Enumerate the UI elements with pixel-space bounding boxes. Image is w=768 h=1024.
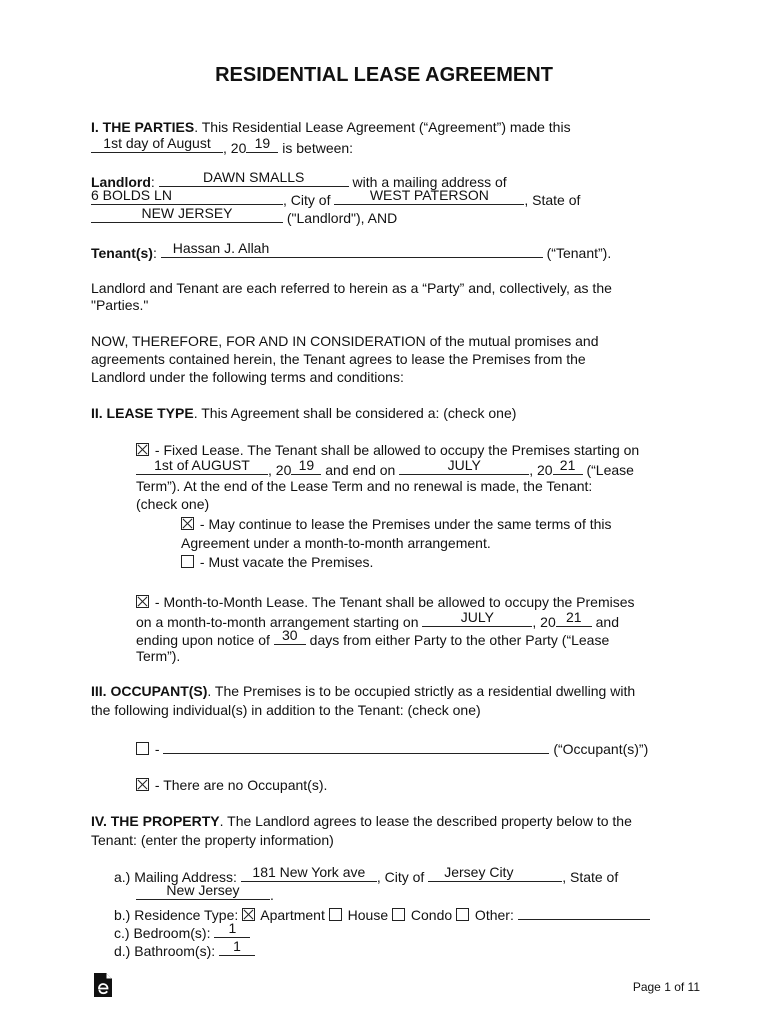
fixed-start-year-field[interactable]: 19 <box>291 459 321 475</box>
mtm-start-field[interactable]: JULY <box>422 611 532 627</box>
property-intro-line-1: IV. THE PROPERTY. The Landlord agrees to lease the described property below to the <box>91 813 632 829</box>
month-to-month-checkbox[interactable] <box>136 595 149 608</box>
lease-type-intro-line: II. LEASE TYPE. This Agreement shall be considered a: (check one) <box>91 405 517 421</box>
no-occupants-checkbox[interactable] <box>136 778 149 791</box>
document-logo-icon <box>93 972 113 998</box>
no-occupants-line: - There are no Occupant(s). <box>136 776 327 794</box>
notice-days-field[interactable]: 30 <box>274 629 306 645</box>
bedrooms-field[interactable]: 1 <box>214 922 250 938</box>
other-checkbox[interactable] <box>456 908 469 921</box>
bedrooms-line: c.) Bedroom(s): 1 <box>114 922 250 942</box>
continue-option-line-2: Agreement under a month-to-month arrangement. <box>181 535 491 551</box>
mtm-lease-line-4: Term”). <box>136 648 181 664</box>
property-city-field[interactable]: Jersey City <box>428 866 562 882</box>
tenant-name-field[interactable]: Hassan J. Allah <box>161 242 543 258</box>
occupant-names-field[interactable] <box>163 738 549 754</box>
property-state-line: New Jersey . <box>136 884 274 904</box>
landlord-name-field[interactable]: DAWN SMALLS <box>159 171 349 187</box>
mtm-lease-line-2: on a month-to-month arrangement starting on JULY , 20 21 and <box>136 609 619 630</box>
fixed-start-field[interactable]: 1st of AUGUST <box>136 459 268 475</box>
parties-intro-text: . This Residential Lease Agreement (“Agreement”) made this <box>194 119 571 135</box>
landlord-line: Landlord: DAWN SMALLS with a mailing address of <box>91 169 507 190</box>
fixed-lease-line-4: (check one) <box>136 496 210 512</box>
mailing-address-line: a.) Mailing Address: 181 New York ave , City of Jersey City , State of <box>114 864 619 885</box>
landlord-label: Landlord <box>91 174 151 190</box>
lease-type-heading: II. LEASE TYPE <box>91 405 194 421</box>
fixed-lease-checkbox[interactable] <box>136 443 149 456</box>
landlord-state-field[interactable]: NEW JERSEY <box>91 207 283 223</box>
condo-checkbox[interactable] <box>392 908 405 921</box>
vacate-premises-checkbox[interactable] <box>181 555 194 568</box>
fixed-lease-line-1: - Fixed Lease. The Tenant shall be allowed to occupy the Premises starting on <box>136 441 639 459</box>
parties-date-line: 1st day of August , 20 19 is between: <box>91 137 353 157</box>
residence-type-line: b.) Residence Type: Apartment House Condo Other: <box>114 904 650 924</box>
tenant-line: Tenant(s): Hassan J. Allah (“Tenant”). <box>91 240 612 261</box>
bathrooms-line: d.) Bathroom(s): 1 <box>114 940 255 960</box>
landlord-address-field[interactable]: 6 BOLDS LN <box>91 189 283 205</box>
landlord-address-line: 6 BOLDS LN , City of WEST PATERSON , State of <box>91 187 581 208</box>
occupant-names-line: - (“Occupant(s)”) <box>136 738 648 758</box>
occupants-intro-line-2: the following individual(s) in addition to the Tenant: (check one) <box>91 702 481 718</box>
fixed-lease-line-3: Term”). At the end of the Lease Term and no renewal is made, the Tenant: <box>136 478 593 494</box>
fixed-end-field[interactable]: JULY <box>399 459 529 475</box>
mtm-year-field[interactable]: 21 <box>556 611 592 627</box>
property-state-field[interactable]: New Jersey <box>136 884 270 900</box>
continue-option-line-1: - May continue to lease the Premises under the same terms of this <box>181 515 612 533</box>
property-intro-line-2: Tenant: (enter the property information) <box>91 832 334 848</box>
occupants-listed-checkbox[interactable] <box>136 742 149 755</box>
fixed-end-year-field[interactable]: 21 <box>553 459 583 475</box>
occupants-intro-line-1: III. OCCUPANT(S). The Premises is to be occupied strictly as a residential dwelling with <box>91 683 636 699</box>
mtm-lease-line-1: - Month-to-Month Lease. The Tenant shall be allowed to occupy the Premises <box>136 593 635 611</box>
agreement-year-field[interactable]: 19 <box>246 137 278 153</box>
fixed-lease-line-2: 1st of AUGUST , 20 19 and end on JULY , 20 21 (“Lease <box>136 459 634 479</box>
tenant-label: Tenant(s) <box>91 245 153 261</box>
document-title: RESIDENTIAL LEASE AGREEMENT <box>215 64 553 86</box>
consideration-line-3: Landlord under the following terms and conditions: <box>91 369 404 385</box>
page-number: Page 1 of 11 <box>632 980 700 994</box>
property-address-field[interactable]: 181 New York ave <box>241 866 377 882</box>
parties-definition-line-1: Landlord and Tenant are each referred to herein as a “Party” and, collectively, as the <box>91 280 612 296</box>
bathrooms-field[interactable]: 1 <box>219 940 255 956</box>
other-type-field[interactable] <box>518 904 650 920</box>
occupants-heading: III. OCCUPANT(S) <box>91 683 208 699</box>
mtm-lease-line-3: ending upon notice of 30 days from either Party to the other Party (“Lease <box>136 627 610 648</box>
house-checkbox[interactable] <box>329 908 342 921</box>
landlord-city-field[interactable]: WEST PATERSON <box>334 189 524 205</box>
vacate-option-line: - Must vacate the Premises. <box>181 553 373 571</box>
parties-definition-line-2: "Parties." <box>91 297 149 313</box>
landlord-state-line: NEW JERSEY ("Landlord"), AND <box>91 207 397 227</box>
parties-heading: I. THE PARTIES <box>91 119 195 135</box>
property-heading: IV. THE PROPERTY <box>91 813 220 829</box>
continue-lease-checkbox[interactable] <box>181 517 194 530</box>
agreement-date-field[interactable]: 1st day of August <box>91 137 223 153</box>
consideration-line-2: agreements contained herein, the Tenant agrees to lease the Premises from the <box>91 351 586 367</box>
consideration-line-1: NOW, THEREFORE, FOR AND IN CONSIDERATION of the mutual promises and <box>91 333 599 349</box>
